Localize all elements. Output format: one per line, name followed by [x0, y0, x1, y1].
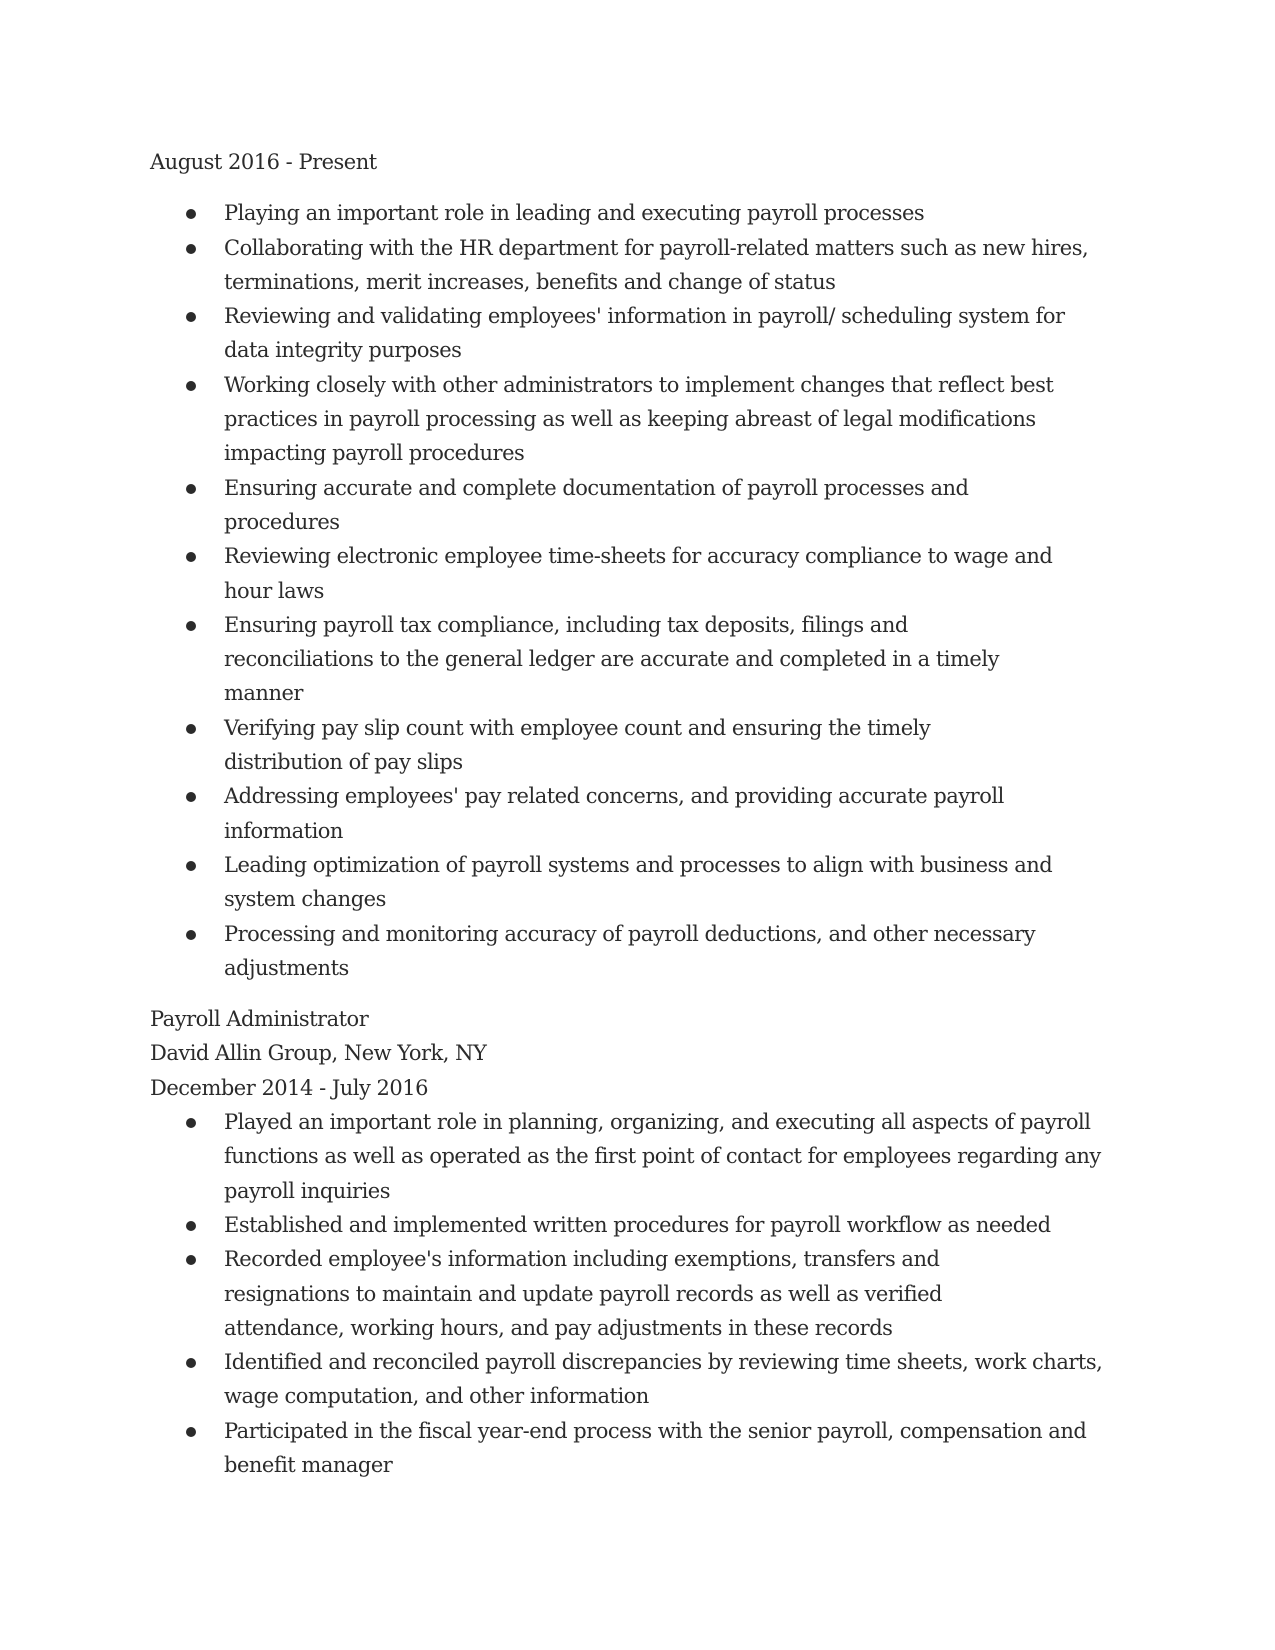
list-item: Working closely with other administrators to implement changes that reflect best practices in payroll processing as well as keeping abreast of legal modifications impacting payroll procedures	[224, 368, 1124, 471]
list-item: Reviewing electronic employee time-sheets for accuracy compliance to wage and hour laws	[224, 539, 1104, 608]
bullet-icon	[186, 792, 196, 802]
experience-content	[150, 145, 1130, 1482]
bullet-icon	[186, 861, 196, 871]
bullet-icon	[186, 209, 196, 219]
list-item: Recorded employee's information including exemptions, transfers and resignations to maintain and update payroll records as well as verified attendance, working hours, and pay adjustments in these records	[224, 1242, 1024, 1345]
list-item: Addressing employees' pay related concerns, and providing accurate payroll information	[224, 779, 1044, 848]
bullet-icon	[186, 1255, 196, 1265]
bullet-icon	[186, 621, 196, 631]
bullet-icon	[186, 1427, 196, 1437]
bullet-icon	[186, 1118, 196, 1128]
responsibility-list	[150, 1105, 1130, 1482]
list-item: Playing an important role in leading and executing payroll processes	[224, 196, 1130, 230]
list-item: Played an important role in planning, organizing, and executing all aspects of payroll functions as well as operated as the first point of contact for employees regarding any payroll inquiries	[224, 1105, 1104, 1208]
bullet-icon	[186, 484, 196, 494]
date-range: December 2014 - July 2016	[150, 1075, 428, 1100]
bullet-icon	[186, 724, 196, 734]
bullet-icon	[186, 244, 196, 254]
list-item: Processing and monitoring accuracy of payroll deductions, and other necessary adjustments	[224, 917, 1104, 986]
bullet-icon	[186, 381, 196, 391]
bullet-icon	[186, 1358, 196, 1368]
list-item: Participated in the fiscal year-end process with the senior payroll, compensation and benefit manager	[224, 1414, 1124, 1483]
date-range: August 2016 - Present	[150, 150, 377, 174]
responsibility-list	[150, 196, 1130, 985]
bullet-icon	[186, 930, 196, 940]
list-item: Ensuring accurate and complete documentation of payroll processes and procedures	[224, 471, 1024, 540]
bullet-icon	[186, 552, 196, 562]
bullet-icon	[186, 312, 196, 322]
list-item: Established and implemented written procedures for payroll workflow as needed	[224, 1208, 1124, 1242]
job-title: Payroll Administrator	[150, 1007, 369, 1032]
list-item: Reviewing and validating employees' information in payroll/ scheduling system for data integrity purposes	[224, 299, 1104, 368]
list-item: Verifying pay slip count with employee count and ensuring the timely distribution of pay slips	[224, 711, 1024, 780]
list-item: Collaborating with the HR department for payroll-related matters such as new hires, terminations, merit increases, benefits and change of status	[224, 231, 1104, 300]
list-item: Ensuring payroll tax compliance, including tax deposits, filings and reconciliations to the general ledger are accurate and completed in a timely manner	[224, 608, 1054, 711]
bullet-icon	[186, 1221, 196, 1231]
list-item: Identified and reconciled payroll discrepancies by reviewing time sheets, work charts, wage computation, and other information	[224, 1345, 1104, 1414]
list-item: Leading optimization of payroll systems and processes to align with business and system changes	[224, 848, 1124, 917]
company-location: David Allin Group, New York, NY	[150, 1041, 487, 1066]
